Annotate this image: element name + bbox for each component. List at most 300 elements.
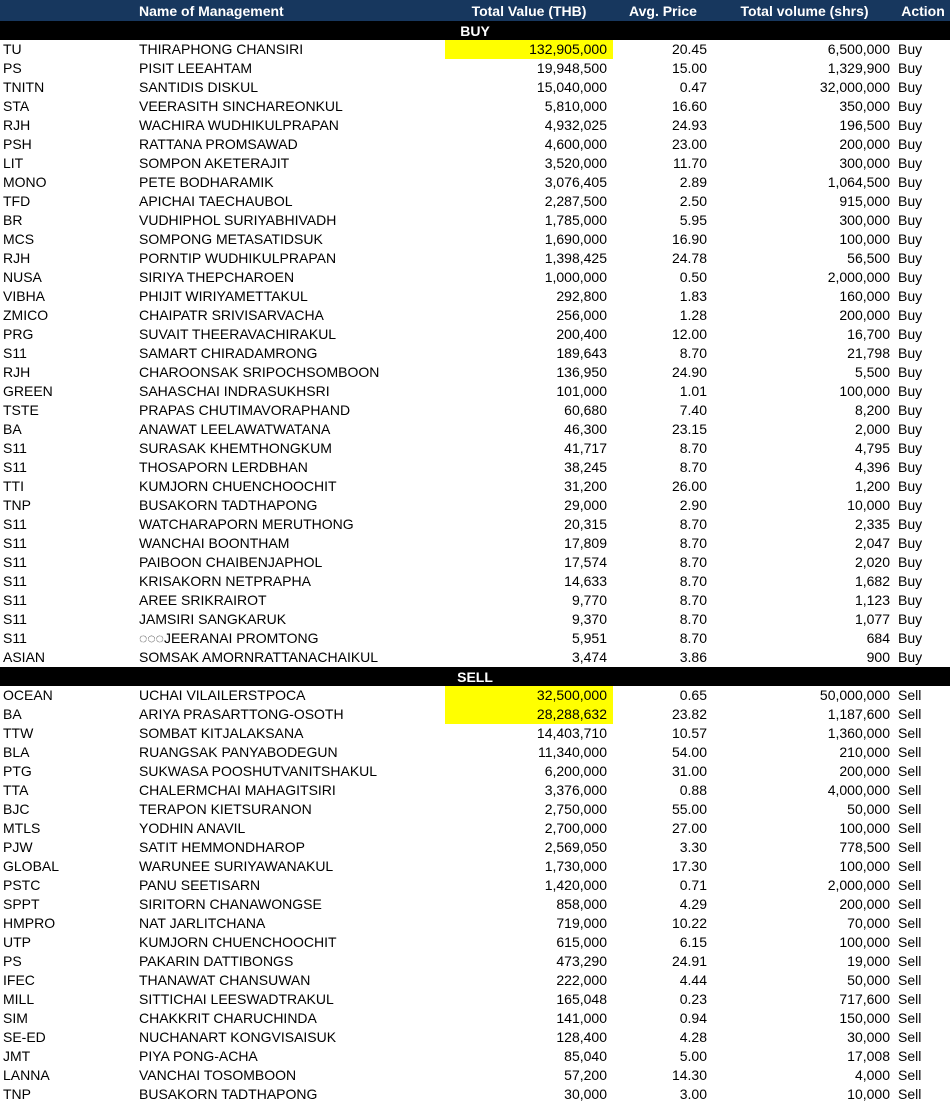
cell-name: YODHIN ANAVIL (139, 820, 246, 836)
cell-total-volume: 350,000 (839, 98, 890, 114)
cell-avg-price: 15.00 (671, 60, 707, 76)
cell-total-value: 165,048 (556, 991, 607, 1007)
table-row (0, 610, 950, 629)
cell-total-value: 14,633 (564, 573, 607, 589)
cell-total-volume: 4,396 (854, 459, 890, 475)
cell-name: SUVAIT THEERAVACHIRAKUL (139, 326, 337, 342)
cell-symbol: BJC (3, 801, 30, 817)
table-row (0, 135, 950, 154)
cell-total-volume: 17,008 (847, 1048, 890, 1064)
table-row (0, 420, 950, 439)
cell-action: Buy (898, 440, 923, 456)
cell-total-value: 128,400 (556, 1029, 607, 1045)
cell-total-value: 38,245 (564, 459, 607, 475)
cell-action: Buy (898, 611, 923, 627)
cell-total-volume: 717,600 (839, 991, 890, 1007)
cell-total-value: 256,000 (556, 307, 607, 323)
cell-symbol: ZMICO (3, 307, 49, 323)
cell-avg-price: 8.70 (679, 592, 707, 608)
table-row (0, 1085, 950, 1104)
cell-action: Sell (898, 1029, 922, 1045)
cell-action: Buy (898, 345, 923, 361)
cell-total-value: 46,300 (564, 421, 607, 437)
cell-name: SIRIYA THEPCHAROEN (139, 269, 295, 285)
cell-avg-price: 1.83 (679, 288, 707, 304)
table-row (0, 458, 950, 477)
cell-action: Buy (898, 326, 923, 342)
cell-total-volume: 32,000,000 (819, 79, 890, 95)
table-row (0, 572, 950, 591)
cell-action: Buy (898, 573, 923, 589)
table-row (0, 249, 950, 268)
cell-total-value: 3,520,000 (544, 155, 607, 171)
cell-total-value: 136,950 (556, 364, 607, 380)
table-row (0, 211, 950, 230)
table-body (0, 21, 950, 1104)
cell-name: THIRAPHONG CHANSIRI (139, 41, 304, 57)
cell-total-volume: 1,360,000 (827, 725, 890, 741)
cell-total-value: 20,315 (564, 516, 607, 532)
cell-name: UCHAI VILAILERSTPOCA (139, 687, 306, 703)
cell-name: WATCHARAPORN MERUTHONG (139, 516, 354, 532)
cell-symbol: TFD (3, 193, 31, 209)
cell-total-volume: 200,000 (839, 896, 890, 912)
cell-avg-price: 0.88 (679, 782, 707, 798)
cell-total-volume: 2,000 (854, 421, 890, 437)
cell-name: APICHAI TAECHAUBOL (139, 193, 293, 209)
table-row (0, 591, 950, 610)
cell-total-value: 1,000,000 (544, 269, 607, 285)
table-row (0, 857, 950, 876)
cell-total-volume: 778,500 (839, 839, 890, 855)
cell-action: Buy (898, 136, 923, 152)
table-row (0, 819, 950, 838)
table-row (0, 800, 950, 819)
cell-symbol: TTA (3, 782, 29, 798)
cell-avg-price: 5.00 (679, 1048, 707, 1064)
cell-total-value: 189,643 (556, 345, 607, 361)
table-row (0, 382, 950, 401)
table-row (0, 1047, 950, 1066)
cell-name: PAKARIN DATTIBONGS (139, 953, 294, 969)
cell-avg-price: 7.40 (679, 402, 707, 418)
cell-action: Buy (898, 516, 923, 532)
cell-avg-price: 31.00 (671, 763, 707, 779)
cell-avg-price: 17.30 (671, 858, 707, 874)
cell-action: Buy (898, 98, 923, 114)
cell-total-value: 9,370 (571, 611, 607, 627)
cell-action: Sell (898, 725, 922, 741)
cell-total-volume: 10,000 (847, 497, 890, 513)
cell-symbol: PSTC (3, 877, 41, 893)
cell-name: SANTIDIS DISKUL (139, 79, 259, 95)
cell-symbol: SE-ED (3, 1029, 46, 1045)
cell-symbol: PSH (3, 136, 32, 152)
cell-total-volume: 4,000 (854, 1067, 890, 1083)
table-row (0, 40, 950, 59)
cell-symbol: GLOBAL (3, 858, 60, 874)
header-symbol (0, 0, 137, 21)
table-row (0, 173, 950, 192)
cell-total-value: 2,287,500 (544, 193, 607, 209)
table-row (0, 477, 950, 496)
cell-avg-price: 24.93 (671, 117, 707, 133)
cell-avg-price: 10.57 (671, 725, 707, 741)
table-row (0, 78, 950, 97)
cell-name: NAT JARLITCHANA (139, 915, 266, 931)
cell-total-value: 9,770 (571, 592, 607, 608)
table-row (0, 116, 950, 135)
cell-action: Sell (898, 1010, 922, 1026)
cell-total-value: 2,700,000 (544, 820, 607, 836)
table-header (0, 0, 950, 21)
table-row (0, 724, 950, 743)
cell-action: Buy (898, 117, 923, 133)
table-row (0, 59, 950, 78)
cell-total-volume: 10,000 (847, 1086, 890, 1102)
buy-section-label: BUY (0, 21, 950, 40)
cell-total-value: 29,000 (564, 497, 607, 513)
cell-name: SOMPON AKETERAJIT (139, 155, 290, 171)
cell-symbol: S11 (3, 573, 27, 589)
cell-avg-price: 8.70 (679, 535, 707, 551)
cell-name: SITTICHAI LEESWADTRAKUL (139, 991, 334, 1007)
cell-avg-price: 16.90 (671, 231, 707, 247)
cell-symbol: PJW (3, 839, 33, 855)
table-row (0, 705, 950, 724)
cell-total-value: 132,905,000 (445, 40, 613, 59)
cell-symbol: UTP (3, 934, 31, 950)
cell-avg-price: 8.70 (679, 440, 707, 456)
cell-symbol: TU (3, 41, 22, 57)
cell-avg-price: 0.50 (679, 269, 707, 285)
cell-total-volume: 100,000 (839, 231, 890, 247)
cell-total-volume: 50,000 (847, 972, 890, 988)
cell-total-value: 28,288,632 (445, 705, 613, 724)
cell-total-volume: 900 (866, 649, 890, 665)
cell-name: PIYA PONG-ACHA (139, 1048, 258, 1064)
cell-avg-price: 0.65 (679, 687, 707, 703)
cell-avg-price: 8.70 (679, 611, 707, 627)
cell-symbol: TNP (3, 497, 31, 513)
cell-symbol: S11 (3, 345, 27, 361)
cell-symbol: VIBHA (3, 288, 46, 304)
table-row (0, 268, 950, 287)
cell-symbol: BR (3, 212, 23, 228)
cell-symbol: S11 (3, 516, 27, 532)
cell-action: Buy (898, 592, 923, 608)
cell-action: Sell (898, 858, 922, 874)
cell-symbol: TTW (3, 725, 34, 741)
cell-symbol: OCEAN (3, 687, 53, 703)
sell-section-label: SELL (0, 667, 950, 686)
cell-total-volume: 684 (866, 630, 890, 646)
cell-symbol: PS (3, 60, 22, 76)
cell-action: Buy (898, 155, 923, 171)
cell-total-volume: 196,500 (839, 117, 890, 133)
cell-avg-price: 23.82 (671, 706, 707, 722)
cell-total-value: 101,000 (556, 383, 607, 399)
cell-action: Sell (898, 839, 922, 855)
cell-total-volume: 16,700 (847, 326, 890, 342)
table-row (0, 838, 950, 857)
cell-action: Buy (898, 212, 923, 228)
cell-avg-price: 14.30 (671, 1067, 707, 1083)
cell-name: ANAWAT LEELAWATWATANA (139, 421, 331, 437)
cell-avg-price: 8.70 (679, 345, 707, 361)
cell-symbol: S11 (3, 592, 27, 608)
cell-symbol: SPPT (3, 896, 40, 912)
cell-total-volume: 150,000 (839, 1010, 890, 1026)
table-row (0, 534, 950, 553)
cell-total-value: 473,290 (556, 953, 607, 969)
cell-total-value: 615,000 (556, 934, 607, 950)
cell-total-value: 15,040,000 (536, 79, 607, 95)
cell-name: VUDHIPHOL SURIYABHIVADH (139, 212, 337, 228)
cell-action: Sell (898, 1086, 922, 1102)
cell-total-volume: 100,000 (839, 383, 890, 399)
sell-section-header (0, 667, 950, 686)
cell-avg-price: 8.70 (679, 459, 707, 475)
cell-avg-price: 1.01 (679, 383, 707, 399)
cell-total-value: 85,040 (564, 1048, 607, 1064)
cell-total-volume: 50,000,000 (819, 687, 890, 703)
cell-symbol: S11 (3, 535, 27, 551)
table-row (0, 876, 950, 895)
cell-avg-price: 4.28 (679, 1029, 707, 1045)
cell-name: JAMSIRI SANGKARUK (139, 611, 287, 627)
table-row (0, 287, 950, 306)
table-row (0, 1066, 950, 1085)
cell-symbol: S11 (3, 611, 27, 627)
cell-total-volume: 1,123 (854, 592, 890, 608)
header-avg-price: Avg. Price (613, 0, 713, 21)
table-row (0, 895, 950, 914)
cell-name: PANU SEETISARN (139, 877, 261, 893)
buy-section-header (0, 21, 950, 40)
cell-avg-price: 0.23 (679, 991, 707, 1007)
cell-avg-price: 3.00 (679, 1086, 707, 1102)
cell-total-value: 3,474 (571, 649, 607, 665)
cell-total-volume: 200,000 (839, 307, 890, 323)
cell-total-value: 200,400 (556, 326, 607, 342)
cell-symbol: TSTE (3, 402, 39, 418)
cell-action: Buy (898, 478, 923, 494)
cell-avg-price: 16.60 (671, 98, 707, 114)
cell-symbol: MTLS (3, 820, 41, 836)
cell-total-volume: 2,000,000 (827, 269, 890, 285)
cell-total-volume: 1,077 (854, 611, 890, 627)
cell-action: Sell (898, 706, 922, 722)
table-row (0, 306, 950, 325)
table-row (0, 933, 950, 952)
cell-action: Sell (898, 763, 922, 779)
cell-total-volume: 70,000 (847, 915, 890, 931)
cell-name: CHAKKRIT CHARUCHINDA (139, 1010, 317, 1026)
cell-total-volume: 6,500,000 (827, 41, 890, 57)
cell-total-value: 57,200 (564, 1067, 607, 1083)
cell-action: Sell (898, 1048, 922, 1064)
cell-total-value: 6,200,000 (544, 763, 607, 779)
cell-avg-price: 23.15 (671, 421, 707, 437)
cell-action: Buy (898, 269, 923, 285)
cell-action: Buy (898, 459, 923, 475)
cell-total-volume: 2,000,000 (827, 877, 890, 893)
cell-action: Buy (898, 79, 923, 95)
table-row (0, 781, 950, 800)
cell-total-volume: 1,187,600 (827, 706, 890, 722)
cell-name: CHAIPATR SRIVISARVACHA (139, 307, 324, 323)
cell-symbol: S11 (3, 440, 27, 456)
cell-name: PRAPAS CHUTIMAVORAPHAND (139, 402, 351, 418)
cell-symbol: TNP (3, 1086, 31, 1102)
table-row (0, 1009, 950, 1028)
table-row (0, 363, 950, 382)
cell-total-value: 1,785,000 (544, 212, 607, 228)
cell-total-value: 4,600,000 (544, 136, 607, 152)
cell-symbol: JMT (3, 1048, 31, 1064)
cell-name: SATIT HEMMONDHAROP (139, 839, 305, 855)
cell-total-volume: 100,000 (839, 820, 890, 836)
cell-total-value: 32,500,000 (445, 686, 613, 705)
cell-total-volume: 21,798 (847, 345, 890, 361)
cell-total-volume: 1,682 (854, 573, 890, 589)
cell-avg-price: 27.00 (671, 820, 707, 836)
cell-total-volume: 300,000 (839, 155, 890, 171)
cell-symbol: S11 (3, 630, 27, 646)
cell-symbol: S11 (3, 459, 27, 475)
cell-avg-price: 8.70 (679, 573, 707, 589)
cell-action: Sell (898, 934, 922, 950)
cell-avg-price: 1.28 (679, 307, 707, 323)
cell-total-value: 1,730,000 (544, 858, 607, 874)
cell-action: Buy (898, 402, 923, 418)
header-action: Action (896, 0, 950, 21)
cell-symbol: BLA (3, 744, 30, 760)
cell-action: Sell (898, 896, 922, 912)
cell-avg-price: 0.94 (679, 1010, 707, 1026)
cell-name: AREE SRIKRAIROT (139, 592, 267, 608)
cell-symbol: MCS (3, 231, 35, 247)
cell-total-volume: 56,500 (847, 250, 890, 266)
cell-avg-price: 12.00 (671, 326, 707, 342)
cell-avg-price: 5.95 (679, 212, 707, 228)
table-row (0, 401, 950, 420)
table-row (0, 971, 950, 990)
cell-symbol: PRG (3, 326, 34, 342)
table-row (0, 648, 950, 667)
cell-action: Buy (898, 60, 923, 76)
cell-symbol: BA (3, 706, 22, 722)
cell-symbol: MILL (3, 991, 35, 1007)
table-row (0, 97, 950, 116)
header-total-value: Total Value (THB) (445, 0, 613, 21)
cell-name: TERAPON KIETSURANON (139, 801, 312, 817)
cell-name: VANCHAI TOSOMBOON (139, 1067, 297, 1083)
cell-name: KUMJORN CHUENCHOOCHIT (139, 934, 337, 950)
cell-action: Buy (898, 174, 923, 190)
table-row (0, 496, 950, 515)
cell-symbol: RJH (3, 250, 31, 266)
cell-action: Sell (898, 801, 922, 817)
table-row (0, 154, 950, 173)
cell-total-volume: 4,000,000 (827, 782, 890, 798)
cell-total-volume: 19,000 (847, 953, 890, 969)
cell-avg-price: 8.70 (679, 554, 707, 570)
cell-total-volume: 100,000 (839, 934, 890, 950)
cell-avg-price: 8.70 (679, 630, 707, 646)
cell-name: KUMJORN CHUENCHOOCHIT (139, 478, 337, 494)
table-row (0, 192, 950, 211)
cell-avg-price: 24.78 (671, 250, 707, 266)
cell-name: BUSAKORN TADTHAPONG (139, 1086, 318, 1102)
cell-avg-price: 3.86 (679, 649, 707, 665)
cell-total-value: 41,717 (564, 440, 607, 456)
cell-name: SAHASCHAI INDRASUKHSRI (139, 383, 330, 399)
cell-total-volume: 200,000 (839, 763, 890, 779)
table-row (0, 515, 950, 534)
table-row (0, 629, 950, 648)
cell-action: Sell (898, 877, 922, 893)
cell-symbol: TNITN (3, 79, 45, 95)
cell-symbol: MONO (3, 174, 47, 190)
cell-avg-price: 24.90 (671, 364, 707, 380)
cell-name: WARUNEE SURIYAWANAKUL (139, 858, 334, 874)
cell-action: Buy (898, 250, 923, 266)
cell-action: Sell (898, 1067, 922, 1083)
cell-symbol: ASIAN (3, 649, 46, 665)
header-name: Name of Management (137, 0, 445, 21)
cell-total-volume: 2,020 (854, 554, 890, 570)
cell-action: Sell (898, 972, 922, 988)
table-row (0, 230, 950, 249)
cell-total-value: 1,398,425 (544, 250, 607, 266)
cell-name: RATTANA PROMSAWAD (139, 136, 298, 152)
cell-total-value: 4,932,025 (544, 117, 607, 133)
cell-total-value: 5,951 (571, 630, 607, 646)
cell-avg-price: 23.00 (671, 136, 707, 152)
cell-avg-price: 4.44 (679, 972, 707, 988)
cell-total-volume: 300,000 (839, 212, 890, 228)
cell-action: Sell (898, 953, 922, 969)
cell-action: Sell (898, 782, 922, 798)
cell-name: BUSAKORN TADTHAPONG (139, 497, 318, 513)
cell-name: PORNTIP WUDHIKULPRAPAN (139, 250, 337, 266)
cell-avg-price: 55.00 (671, 801, 707, 817)
cell-name: SOMSAK AMORNRATTANACHAIKUL (139, 649, 379, 665)
cell-name: SUKWASA POOSHUTVANITSHAKUL (139, 763, 378, 779)
table-row (0, 439, 950, 458)
cell-total-value: 2,750,000 (544, 801, 607, 817)
table-row (0, 344, 950, 363)
table-row (0, 1028, 950, 1047)
header-total-volume: Total volume (shrs) (713, 0, 896, 21)
cell-total-value: 14,403,710 (536, 725, 607, 741)
table-row (0, 990, 950, 1009)
cell-symbol: GREEN (3, 383, 53, 399)
table-row (0, 325, 950, 344)
cell-symbol: TTI (3, 478, 24, 494)
cell-avg-price: 20.45 (671, 41, 707, 57)
cell-name: SURASAK KHEMTHONGKUM (139, 440, 332, 456)
cell-name: ◌◌◌JEERANAI PROMTONG (139, 630, 319, 646)
cell-avg-price: 2.50 (679, 193, 707, 209)
cell-total-volume: 200,000 (839, 136, 890, 152)
cell-total-value: 292,800 (556, 288, 607, 304)
cell-symbol: LANNA (3, 1067, 50, 1083)
cell-avg-price: 26.00 (671, 478, 707, 494)
cell-total-value: 3,076,405 (544, 174, 607, 190)
